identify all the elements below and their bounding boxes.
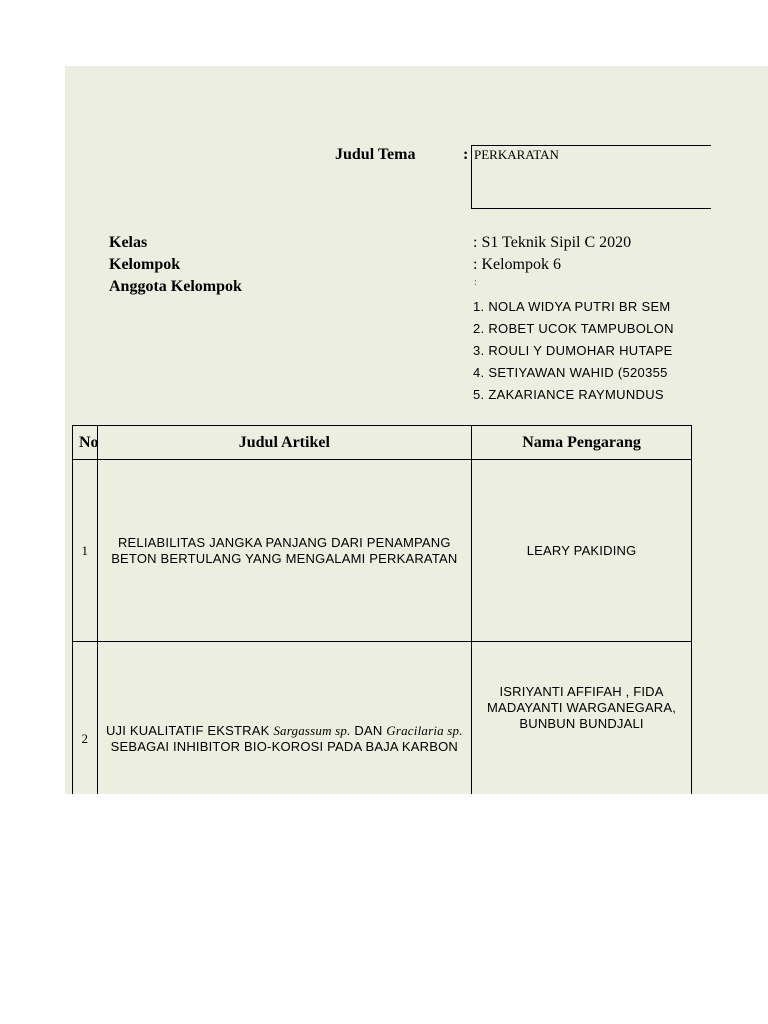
header-no: No xyxy=(73,426,98,460)
anggota-label: Anggota Kelompok xyxy=(109,278,242,295)
author-names: ISRIYANTI AFFIFAH , FIDA MADAYANTI WARGANEGARA, BUNBUN BUNDJALI xyxy=(472,642,692,795)
member-item: 5. ZAKARIANCE RAYMUNDUS xyxy=(473,387,664,402)
article-title xyxy=(97,642,472,795)
title-part: DAN xyxy=(350,722,387,738)
judul-tema-colon: : xyxy=(463,146,469,163)
kelompok-value: : Kelompok 6 xyxy=(473,256,561,273)
table-row xyxy=(73,460,692,642)
article-table xyxy=(72,425,692,794)
anggota-colon: : xyxy=(474,277,477,288)
kelas-label: Kelas xyxy=(109,234,148,251)
header-nama-pengarang: Nama Pengarang xyxy=(472,426,692,460)
row-number: 2 xyxy=(73,642,98,795)
judul-tema-value: PERKARATAN xyxy=(474,147,559,162)
title-part: SEBAGAI INHIBITOR BIO-KOROSI PADA BAJA KARBON xyxy=(110,738,458,754)
table-header-row xyxy=(73,426,692,460)
article-title: RELIABILITAS JANGKA PANJANG DARI PENAMPANG BETON BERTULANG YANG MENGALAMI PERKARATAN xyxy=(97,460,472,642)
row-number: 1 xyxy=(73,460,98,642)
member-item: 1. NOLA WIDYA PUTRI BR SEM xyxy=(473,299,671,314)
document-sheet xyxy=(65,66,768,794)
member-item: 3. ROULI Y DUMOHAR HUTAPE xyxy=(473,343,673,358)
author-names: LEARY PAKIDING xyxy=(472,460,692,642)
header-judul-artikel: Judul Artikel xyxy=(97,426,472,460)
kelas-value: : S1 Teknik Sipil C 2020 xyxy=(473,234,632,251)
judul-tema-box xyxy=(471,145,711,209)
table-row xyxy=(73,642,692,795)
member-item: 2. ROBET UCOK TAMPUBOLON xyxy=(473,321,674,336)
judul-tema-label: Judul Tema xyxy=(335,146,416,163)
species-name: Gracilaria sp. xyxy=(386,722,463,738)
title-part: UJI KUALITATIF EKSTRAK xyxy=(105,722,274,738)
member-item: 4. SETIYAWAN WAHID (520355 xyxy=(473,365,668,380)
species-name: Sargassum sp. xyxy=(273,722,351,738)
kelompok-label: Kelompok xyxy=(109,256,181,273)
